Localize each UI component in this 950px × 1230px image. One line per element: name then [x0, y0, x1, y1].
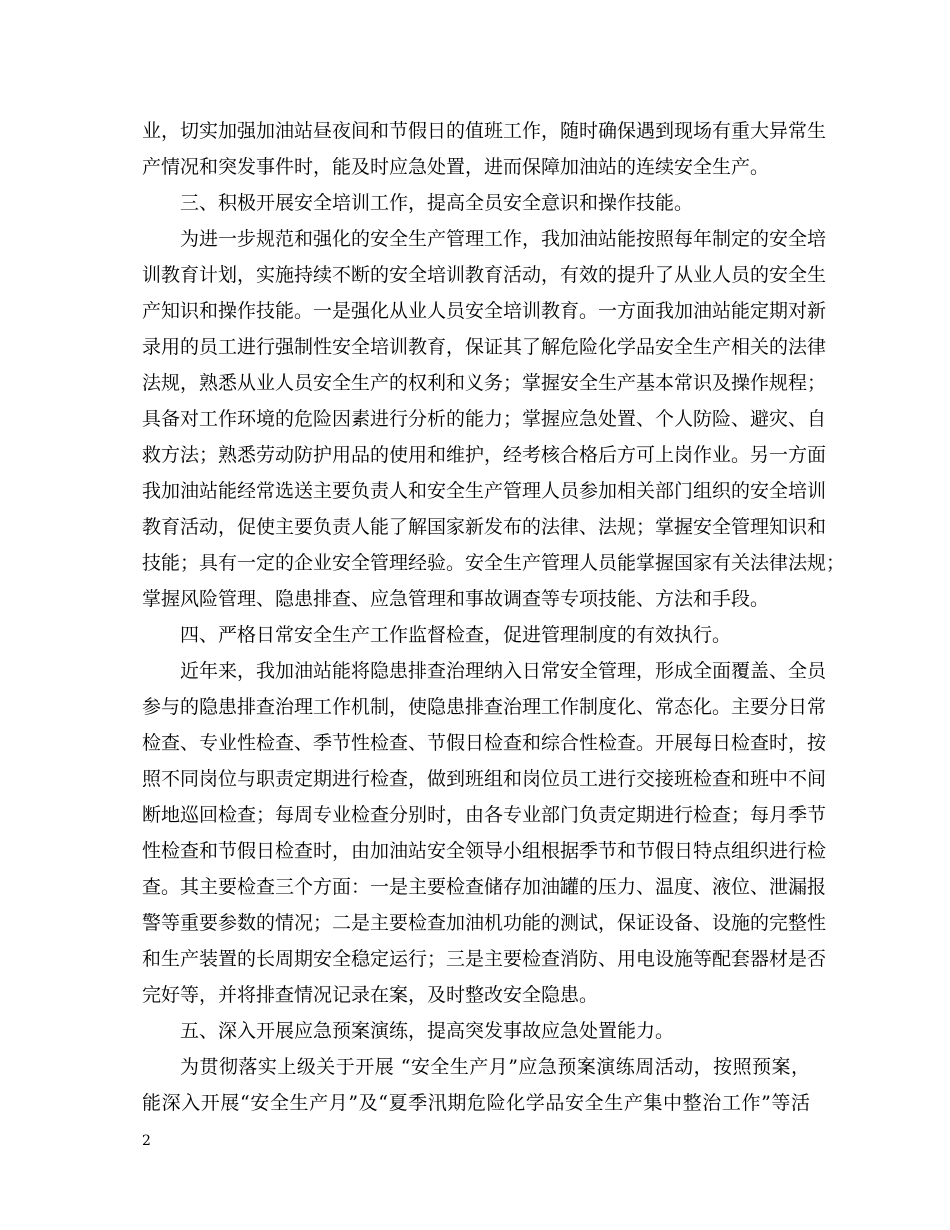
- text-line: 具备对工作环境的危险因素进行分析的能力；掌握应急处置、个人防险、避灾、自: [142, 408, 827, 430]
- text-line: 为进一步规范和强化的安全生产管理工作，我加油站能按照每年制定的安全培: [180, 228, 827, 250]
- text-line: 检查、专业性检查、季节性检查、节假日检查和综合性检查。开展每日检查时，按: [142, 732, 827, 754]
- text-line: 我加油站能经常选送主要负责人和安全生产管理人员参加相关部门组织的安全培训: [142, 480, 827, 502]
- text-line: 训教育计划，实施持续不断的安全培训教育活动，有效的提升了从业人员的安全生: [142, 264, 827, 286]
- text-line: 近年来，我加油站能将隐患排查治理纳入日常安全管理，形成全面覆盖、全员: [180, 660, 827, 682]
- text-line: 掌握风险管理、隐患排查、应急管理和事故调查等专项技能、方法和手段。: [142, 588, 770, 610]
- text-line: 三、积极开展安全培训工作，提高全员安全意识和操作技能。: [180, 192, 694, 214]
- text-line: 性检查和节假日检查时，由加油站安全领导小组根据季节和节假日特点组织进行检: [142, 840, 827, 862]
- text-line: 能深入开展“安全生产月”及“夏季汛期危险化学品安全生产集中整治工作”等活: [142, 1092, 810, 1114]
- text-line: 四、严格日常安全生产工作监督检查，促进管理制度的有效执行。: [180, 624, 732, 646]
- text-line: 法规，熟悉从业人员安全生产的权利和义务；掌握安全生产基本常识及操作规程；: [142, 372, 827, 394]
- text-line: 完好等，并将排查情况记录在案，及时整改安全隐患。: [142, 984, 599, 1006]
- text-line: 教育活动，促使主要负责人能了解国家新发布的法律、法规；掌握安全管理知识和: [142, 516, 827, 538]
- text-line: 录用的员工进行强制性安全培训教育，保证其了解危险化学品安全生产相关的法律: [142, 336, 827, 358]
- text-line: 警等重要参数的情况；二是主要检查加油机功能的测试，保证设备、设施的完整性: [142, 912, 827, 934]
- text-line: 查。其主要检查三个方面：一是主要检查储存加油罐的压力、温度、液位、泄漏报: [142, 876, 827, 898]
- text-line: 五、深入开展应急预案演练，提高突发事故应急处置能力。: [180, 1020, 675, 1042]
- text-line: 和生产装置的长周期安全稳定运行；三是主要检查消防、用电设施等配套器材是否: [142, 948, 827, 970]
- text-line: 业，切实加强加油站昼夜间和节假日的值班工作，随时确保遇到现场有重大异常生: [142, 120, 827, 142]
- text-line: 救方法；熟悉劳动防护用品的使用和维护，经考核合格后方可上岗作业。另一方面: [142, 444, 827, 466]
- text-line: 照不同岗位与职责定期进行检查，做到班组和岗位员工进行交接班检查和班中不间: [142, 768, 827, 790]
- text-line: 断地巡回检查；每周专业检查分别时，由各专业部门负责定期进行检查；每月季节: [142, 804, 827, 826]
- text-line: 参与的隐患排查治理工作机制，使隐患排查治理工作制度化、常态化。主要分日常: [142, 696, 827, 718]
- text-line: 为贯彻落实上级关于开展 “安全生产月”应急预案演练周活动，按照预案，: [180, 1056, 810, 1078]
- body-text: [142, 113, 846, 1121]
- page-number: 2: [142, 1133, 151, 1149]
- text-line: 产知识和操作技能。一是强化从业人员安全培训教育。一方面我加油站能定期对新: [142, 300, 827, 322]
- text-line: 技能；具有一定的企业安全管理经验。安全生产管理人员能掌握国家有关法律法规；: [142, 552, 846, 574]
- text-line: 产情况和突发事件时，能及时应急处置，进而保障加油站的连续安全生产。: [142, 156, 770, 178]
